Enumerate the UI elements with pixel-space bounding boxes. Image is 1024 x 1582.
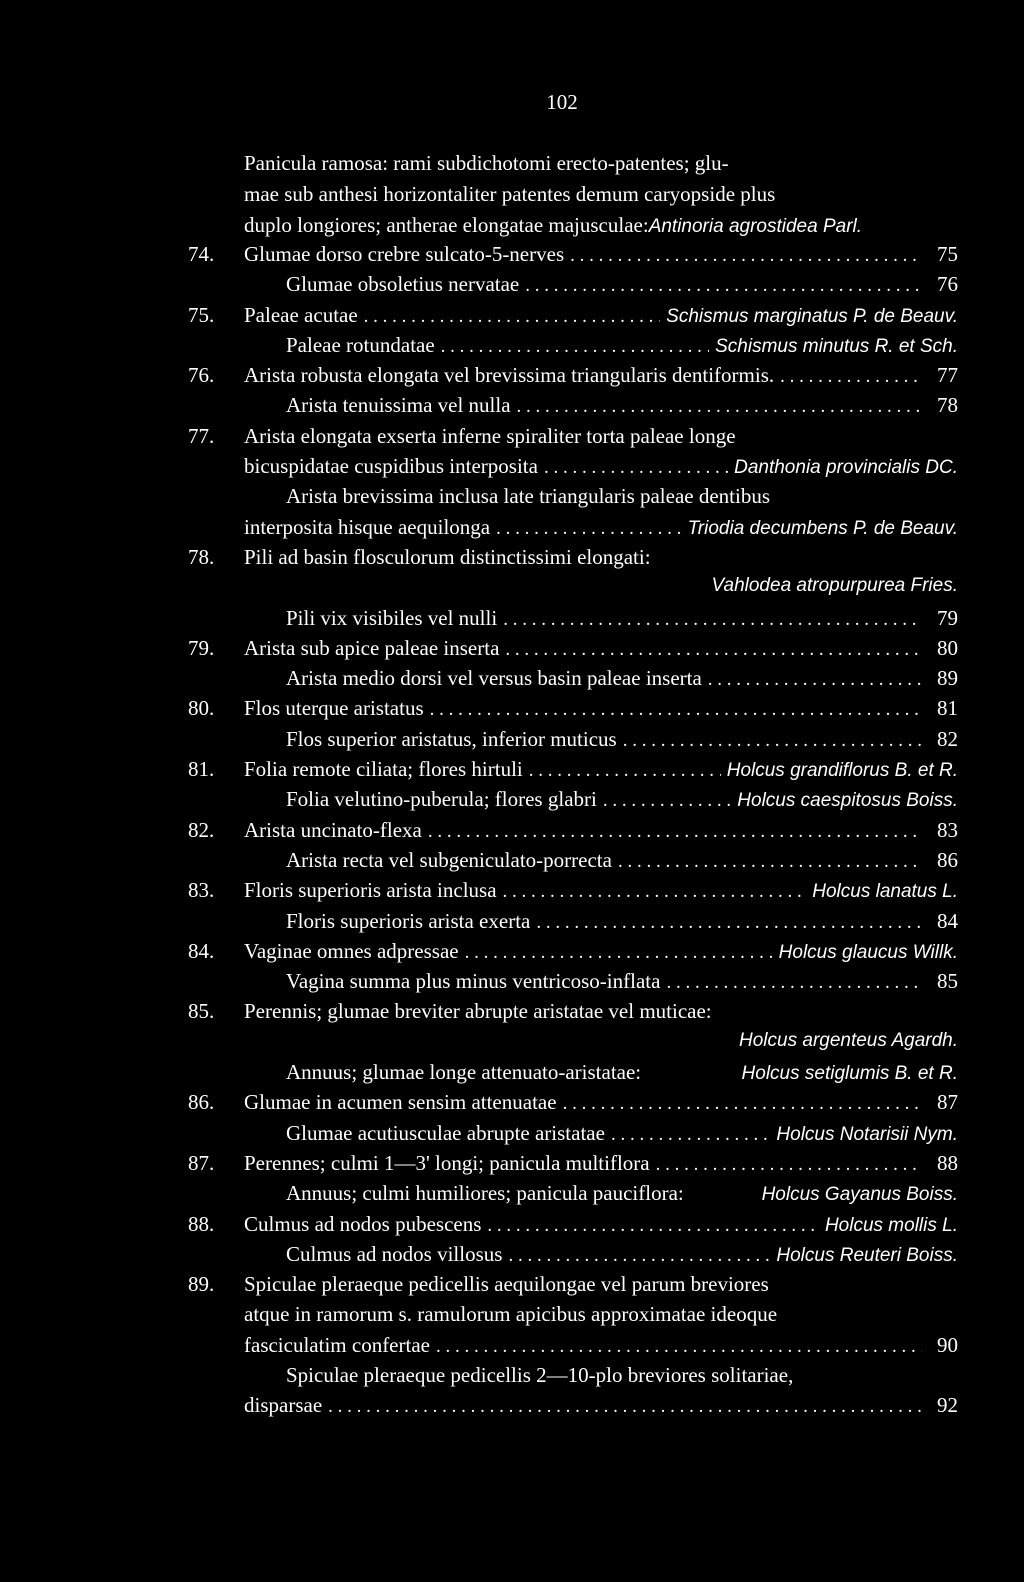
entry-text: Paleae rotundatae [286,332,435,357]
page-number: 102 [546,90,578,114]
couplet-number: 78. [188,544,215,569]
entry-text: Arista elongata exserta inferne spiraliter torta paleae longe [244,423,736,448]
key-entry [188,1302,958,1332]
key-entry [188,545,958,575]
entry-text: Folia velutino-puberula; flores glabri [286,787,597,812]
entry-text: Arista robusta elongata vel brevissima triangularis dentiformis. [244,363,775,388]
lead-reference: 75 [937,242,958,266]
key-entry [188,1181,958,1211]
intro-line: Panicula ramosa: rami subdichotomi erecto-patentes; glu- [244,151,729,175]
couplet-number: 84. [188,938,215,963]
key-entry [188,1363,958,1393]
entry-text: Spiculae pleraeque pedicellis 2—10-plo breviores solitariae, [286,1362,794,1387]
dot-leader [517,396,922,418]
entry-line [286,1363,958,1388]
entry-line [286,1242,958,1267]
entry-line [286,484,958,509]
entry-text: Culmus ad nodos villosus [286,1241,503,1266]
dot-leader [508,1245,770,1267]
entry-text: Glumae obsoletius nervatae [286,272,520,297]
couplet-number: 77. [188,423,215,448]
key-entry [188,1060,958,1090]
entry-text: Spiculae pleraeque pedicellis aequilongae vel parum breviores [244,1272,769,1297]
entry-line [286,848,958,873]
species-name: Holcus mollis L. [824,1214,958,1236]
dot-leader [536,912,922,934]
entry-text: Perennis; glumae breviter abrupte aristatae vel muticae: [244,999,712,1024]
key-entry [188,666,958,696]
dot-leader [525,275,922,297]
entry-text: Culmus ad nodos pubescens [244,1211,482,1236]
entry-text: Arista tenuissima vel nulla [286,393,511,418]
key-entry [188,1242,958,1272]
entry-line [286,727,958,752]
key-entry [188,272,958,302]
key-entry [188,787,958,817]
key-entry [188,878,958,908]
entry-line [244,545,958,570]
key-entry [188,424,958,454]
dot-leader [496,518,682,540]
dot-leader [656,1154,922,1176]
species-name: Holcus glaucus Willk. [778,941,958,963]
lead-reference: 77 [937,363,958,388]
key-entry [188,939,958,969]
species-name: Holcus setiglumis B. et R. [741,1063,958,1085]
lead-reference: 79 [937,605,958,630]
species-name: Holcus caespitosus Boiss. [737,790,958,812]
entry-text: Pili ad basin flosculorum distinctissimi elongati: [244,544,651,569]
key-entry [188,484,958,514]
entry-line [286,1121,958,1146]
species-name: Holcus Notarisii Nym. [776,1123,958,1145]
entry-line [244,1272,958,1297]
couplet-number: 75. [188,302,215,327]
lead-reference: 88 [937,1150,958,1175]
key-entry [188,969,958,999]
key-entry [188,1272,958,1302]
lead-reference: 84 [937,908,958,933]
entry-line [244,1090,958,1115]
entry-text: Arista brevissima inclusa late triangularis paleae dentibus [286,484,771,509]
key-entry [188,999,958,1029]
entry-text: Arista recta vel subgeniculato-porrecta [286,847,612,872]
lead-reference: 87 [937,1090,958,1115]
lead-reference: 92 [937,1393,958,1418]
species-name: Schismus minutus R. et Sch. [715,335,958,357]
entry-text: Flos superior aristatus, inferior muticus [286,726,617,751]
entry-text: Arista medio dorsi vel versus basin paleae inserta [286,666,702,691]
entry-line [244,818,958,843]
entry-text: Annuus; glumae longe attenuato-aristatae: [286,1060,642,1085]
entry-line [286,909,958,934]
dot-leader [780,366,922,388]
entry-line [244,999,958,1024]
dot-leader [436,1336,922,1358]
entry-line [244,636,958,661]
entry-text: fasciculatim confertae [244,1332,430,1357]
key-entries [188,242,958,1424]
dot-leader [666,972,922,994]
entry-text: Perennes; culmi 1—3' longi; panicula multiflora [244,1150,650,1175]
key-entry [188,1393,958,1423]
intro-paragraph [188,148,958,242]
dot-leader [465,942,773,964]
lead-reference: 85 [937,969,958,994]
entry-line [244,1333,958,1358]
key-entry [188,1151,958,1181]
entry-line [244,303,958,328]
entry-line [286,333,958,358]
entry-line [244,1151,958,1176]
entry-line [244,1393,958,1418]
entry-text: atque in ramorum s. ramulorum apicibus approximatae ideoque [244,1302,778,1327]
entry-text: Arista uncinato-flexa [244,817,422,842]
dot-leader [611,1124,770,1146]
entry-text: Floris superioris arista exerta [286,908,531,933]
couplet-number: 74. [188,242,215,266]
dot-leader [503,881,807,903]
entry-text: disparsae [244,1393,323,1418]
key-entry [188,454,958,484]
species-name: Holcus Gayanus Boiss. [761,1184,958,1206]
lead-reference: 83 [937,817,958,842]
identification-key [188,148,958,1424]
entry-line [244,515,958,540]
entry-line [244,939,958,964]
intro-line [244,210,958,242]
dot-leader [529,760,721,782]
entry-line [244,1212,958,1237]
species-name: Holcus lanatus L. [812,881,958,903]
key-entry [188,1121,958,1151]
dot-leader [544,457,728,479]
species-name: Holcus argenteus Agardh. [739,1029,958,1051]
intro-line: mae sub anthesi horizontaliter patentes demum caryopside plus [244,182,776,206]
key-entry [188,575,958,605]
entry-text: Glumae acutiusculae abrupte aristatae [286,1120,605,1145]
entry-text: Flos uterque aristatus [244,696,424,721]
dot-leader [364,306,660,328]
dot-leader [603,790,731,812]
dot-leader [708,669,922,691]
key-entry [188,727,958,757]
dot-leader [503,609,922,631]
couplet-number: 89. [188,1272,215,1297]
entry-text: Vaginae omnes adpressae [244,938,459,963]
entry-text: Pili vix visibiles vel nulli [286,605,498,630]
entry-text: Floris superioris arista inclusa [244,878,497,903]
key-entry [188,1333,958,1363]
dot-leader [428,821,922,843]
key-entry [188,1212,958,1242]
key-entry [188,363,958,393]
entry-line [286,1181,958,1206]
entry-line [244,696,958,721]
entry-line [244,363,958,388]
dot-leader [487,1215,819,1237]
entry-line [286,969,958,994]
lead-reference: 86 [937,847,958,872]
entry-line [244,757,958,782]
dot-leader [505,639,922,661]
entry-line [244,242,958,267]
key-entry [188,606,958,636]
key-entry [188,1030,958,1060]
entry-text: interposita hisque aequilonga [244,514,491,539]
species-name: Schismus marginatus P. de Beauv. [666,305,958,327]
entry-line [286,606,958,631]
couplet-number: 76. [188,363,215,388]
couplet-number: 83. [188,878,215,903]
key-entry [188,303,958,333]
couplet-number: 86. [188,1090,215,1115]
lead-reference: 89 [937,666,958,691]
species-name: Holcus Reuteri Boiss. [776,1244,958,1266]
dot-leader [430,699,922,721]
entry-text: Vagina summa plus minus ventricoso-inflata [286,969,661,994]
entry-line [286,787,958,812]
entry-text: Annuus; culmi humiliores; panicula pauciflora: [286,1181,684,1206]
entry-line [286,272,958,297]
dot-leader [618,851,922,873]
couplet-number: 82. [188,817,215,842]
key-entry [188,818,958,848]
species-name: Danthonia provincialis DC. [734,457,958,479]
dot-leader [563,1093,922,1115]
key-entry [188,848,958,878]
entry-text: Arista sub apice paleae inserta [244,635,500,660]
entry-text: Paleae acutae [244,302,358,327]
entry-text: Glumae dorso crebre sulcato-5-nerves [244,242,565,266]
key-entry [188,333,958,363]
lead-reference: 81 [937,696,958,721]
couplet-number: 88. [188,1211,215,1236]
entry-text: Folia remote ciliata; flores hirtuli [244,757,523,782]
lead-reference: 90 [937,1332,958,1357]
key-entry [188,696,958,726]
lead-reference: 80 [937,635,958,660]
entry-line [244,878,958,903]
entry-line [286,666,958,691]
species-name: Vahlodea atropurpurea Fries. [711,575,958,597]
couplet-number: 87. [188,1150,215,1175]
dot-leader [441,336,709,358]
intro-line-text: duplo longiores; antherae elongatae majusculae: [244,213,649,237]
key-entry [188,393,958,423]
species-name: Triodia decumbens P. de Beauv. [687,517,958,539]
dot-leader [328,1396,922,1418]
key-entry [188,515,958,545]
entry-text: bicuspidatae cuspidibus interposita [244,454,538,479]
key-entry [188,636,958,666]
entry-text: Glumae in acumen sensim attenuatae [244,1090,557,1115]
key-entry [188,1090,958,1120]
entry-line [244,1302,958,1327]
key-entry [188,757,958,787]
entry-line [286,393,958,418]
entry-line [286,1060,958,1085]
species-name: Holcus grandiflorus B. et R. [726,760,958,782]
lead-reference: 78 [937,393,958,418]
lead-reference: 82 [937,726,958,751]
entry-line [244,424,958,449]
species-name: Antinoria agrostidea Parl. [648,216,863,237]
couplet-number: 79. [188,635,215,660]
couplet-number: 81. [188,757,215,782]
entry-line [244,454,958,479]
key-entry [188,242,958,272]
lead-reference: 76 [937,272,958,297]
couplet-number: 85. [188,999,215,1024]
couplet-number: 80. [188,696,215,721]
dot-leader [623,730,922,752]
key-entry [188,909,958,939]
dot-leader [570,245,922,267]
